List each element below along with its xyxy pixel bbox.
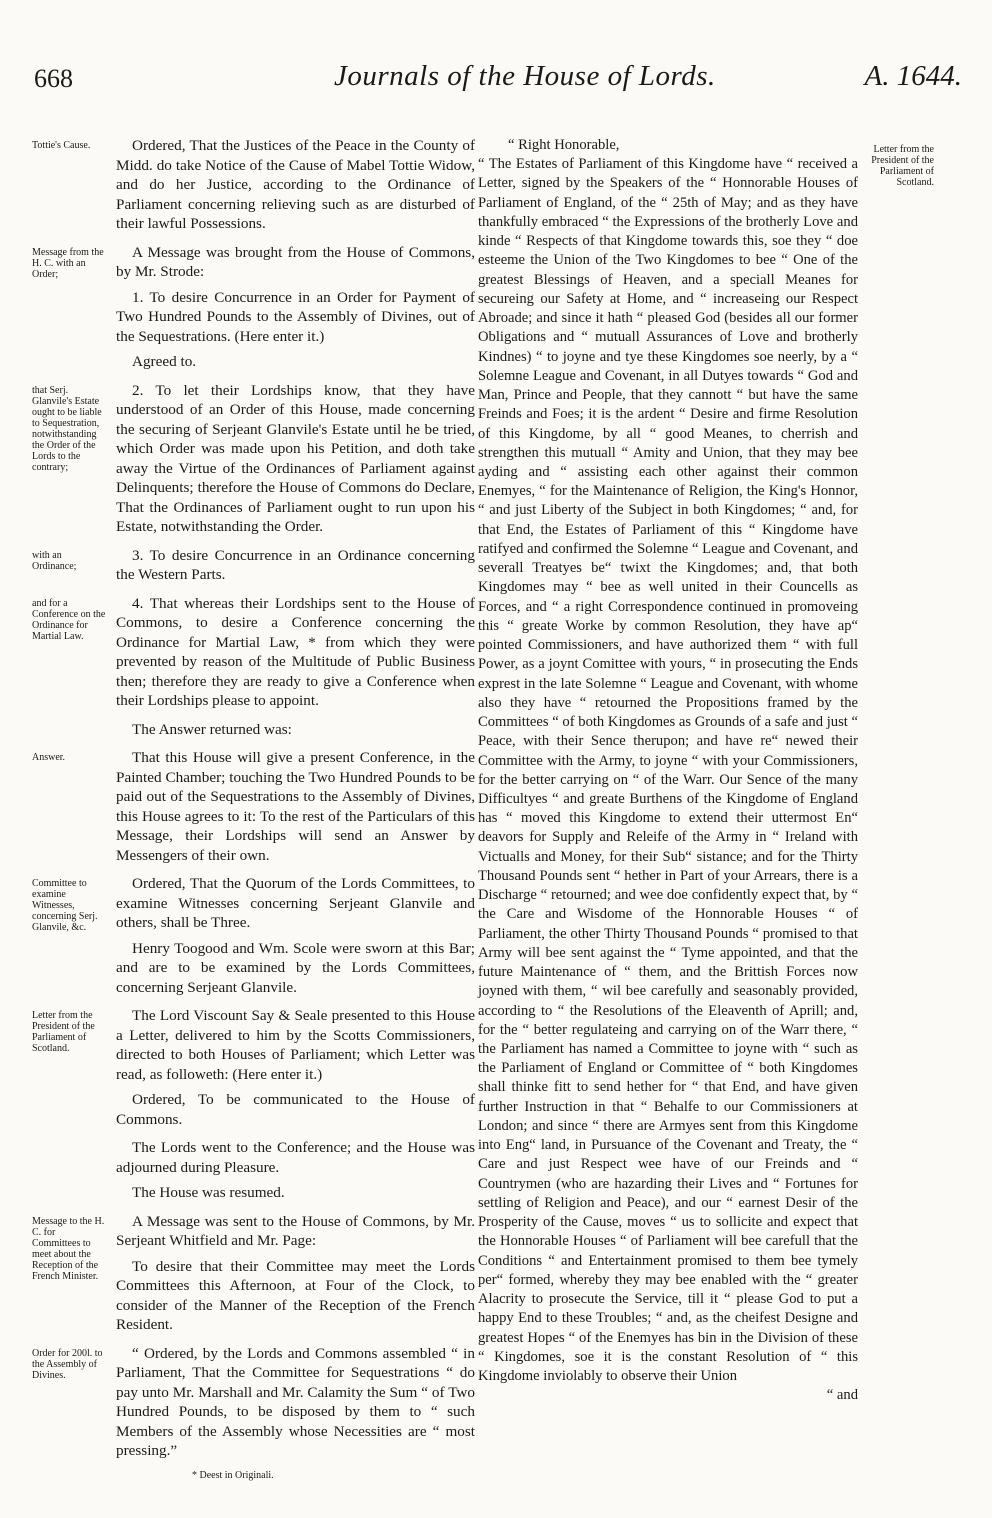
entry-paragraph: A Message was brought from the House of Commons, by Mr. Strode:: [116, 243, 475, 280]
entry-paragraph: The Lords went to the Conference; and the House was adjourned during Pleasure.: [116, 1139, 475, 1176]
entry-text: [116, 748, 475, 865]
entry-paragraph: Ordered, To be communicated to the House of Commons.: [116, 1091, 475, 1128]
journal-entry: [32, 1138, 477, 1203]
entry-paragraph: “ Ordered, by the Lords and Commons assembled “ in Parliament, That the Committee for Sequestrations “ do pay unto Mr. Marshall and Mr. Calamity the Sum “ of Two Hundred Pounds, to be disposed by them to “ such Members of the Assembly whose Necessities are “ most pressing.”: [116, 1344, 475, 1459]
entry-paragraph: Ordered, That the Quorum of the Lords Committees, to examine Witnesses concerning Serjeant Glanvile and others, shall be Three.: [116, 875, 475, 931]
letter-body: “ The Estates of Parliament of this Kingdome have “ received a Letter, signed by the Speakers of the “ Honnorable Houses of Parliament of England, of the “ 25th of May; and as they have thankfully embraced “ the Expressions of the brotherly Love and kinde “ Respects of that Kingdome towards this, soe they “ doe esteeme the Union of the Two Kingdomes to bee “ One of the greatest Blessings of Heaven, and a speciall Meanes for secureing our Safety at Home, and “ increaseing our Respect Abroade; and since it hath “ pleased God (besides all our former Obligations and “ mutuall Assurances of Love and brotherly Kindnes) “ to joyne and tye these Kingdomes soe neerly, by a “ Solemne League and Covenant, in all Dutyes towards “ God and Man, Prince and People, that they cannott “ but have the same Freinds and Foes; it is the ardent “ Desire and firme Resolution of this Kingdome, by all “ good Meanes, to cherrish and strengthen this mutuall “ Amity and Union, that they may bee ayding and “ assisting each other against their common Enemyes, “ for the Maintenance of Religion, the King's Honnor, “ and just Liberty of the Subject in both Kingdomes; “ and, for that End, the Estates of Parliament of this “ Kingdome have ratifyed and confirmed the Solemne “ League and Covenant, and severall Treatyes be“ twixt the Kingdomes; and, that both Kingdomes may “ bee as well united in their Councells as Forces, and “ a right Correspondence continued in promoveing this “ greate Worke by common Resolution, they have ap“ pointed Commissioners, and have authorized them “ with full Power, as a joynt Comittee with yours, “ in prosecuting the Ends exprest in the late Solemne “ League and Covenant, with whome also they have “ retourned the Propositions framed by the Committees “ of both Kingdomes as Grounds of a safe and just “ Peace, with their Sence therupon; and have re“ newed their Committee with the Army, to joyne “ with your Commissioners, for the better carrying on “ of the Warr. Our Sence of the many Difficultyes “ and greate Burthens of the Kingdome of England has “ moved this Kingdome to extend their uttermost En“ deavors for Supply and Releife of the Army in “ Ireland with Victualls and Money, for their Sub“ sistance; and for the Thirty Thousand Pounds sent “ hether in Part of your Arrears, there is a Discharge “ retourned; and wee doe confidently expect that, by “ the Care and Wisdome of the Honnorable Houses “ of Parliament, the other Thirty Thousand Pounds “ promised to that Army will bee sent against the “ Tyme appointed, and that the future Maintenance of “ them, and the Brittish Forces now joyned with them, “ wil bee carefully and seasonably provided, according to “ the Resolutions of the Eleaventh of Aprill; and, for the “ better regulateing and carrying on of the Warr there, “ the Parliament has named a Committee to joyne with “ such as the Parliament of England or Committee of “ both Kingdomes shall thinke fitt to send hether for “ that End, and have given further Instruction in that “ Behalfe to our Commissioners at London; and since “ there are Armyes sent from this Kingdome into Eng“ land, in Pursuance of the Covenant and Treaty, the “ Care and just Respect wee have of our Freinds and “ Countrymen (who are hazarding their Lives and “ Fortunes for settling of Religion and Peace), and our “ earnest Desir of the Prosperity of the Cause, moves “ us to sollicite and expect that the Honnorable Houses “ of Parliament will bee carefull that the Conditions “ and Entertainment promised to them bee tymely per“ formed, whereby they may bee enabled with the “ greater Alacrity to prosecute the Service, till it “ please God to put a happy End to these Troubles; “ and, as the cheifest Designe and greatest Hopes “ of the Enemyes has bin in the Division of these “ Kingdomes, soe it is the constant Resolution of “ this Kingdome inviolably to observe their Union: [478, 156, 858, 1384]
entry-paragraph: The House was resumed.: [132, 1184, 285, 1201]
entry-text: [116, 1006, 475, 1129]
entry-text: [116, 874, 475, 997]
journal-entry: [32, 1212, 477, 1335]
entry-paragraph: The Lord Viscount Say & Seale presented to this House a Letter, delivered to him by the Scotts Commissioners, directed to both Houses of Parliament; which Letter was read, as followeth: (Here enter it.): [116, 1007, 475, 1083]
entry-paragraph: To desire that their Committee may meet the Lords Committees this Afternoon, at Four of the Clock, to consider of the Manner of the Reception of the French Resident.: [116, 1257, 475, 1333]
entry-text: [116, 720, 475, 740]
entry-text: [116, 381, 475, 537]
entry-paragraph: 1. To desire Concurrence in an Order for Payment of Two Hundred Pounds to the Assembly of Divines, out of the Sequestrations. (Here enter it.): [116, 288, 475, 345]
journal-entry: [32, 748, 477, 865]
entry-text: [116, 1138, 475, 1203]
left-column: [32, 136, 477, 1481]
margin-note: and for a Conference on the Ordinance for Martial Law.: [32, 597, 106, 642]
scotland-letter: [478, 136, 858, 1405]
margin-note: Message from the H. C. with an Order;: [32, 246, 104, 280]
catchword: “ and: [826, 1387, 858, 1404]
entry-paragraph: The Answer returned was:: [132, 720, 292, 738]
entry-text: [116, 1344, 475, 1461]
journal-entry: [32, 381, 477, 537]
entry-paragraph: Ordered, That the Justices of the Peace in the County of Midd. do take Notice of the Cause of Mabel Tottie Widow, and do her Justice, according to the Ordinance of Parliament concerning relieving such as are disturbed of their lawful Possessions.: [116, 137, 475, 232]
entry-paragraph: That this House will give a present Conference, in the Painted Chamber; touching the Two Hundred Pounds to be paid out of the Sequestrations to the Assembly of Divines, this House agrees to it: To the rest of the Particulars of this Message, their Lordships will send an Answer by Messengers of their own.: [116, 749, 475, 864]
entry-paragraph: A Message was sent to the House of Commons, by Mr. Serjeant Whitfield and Mr. Page:: [116, 1212, 475, 1249]
margin-note: Order for 200l. to the Assembly of Divines.: [32, 1347, 103, 1381]
margin-note: Committee to examine Witnesses, concerning Serj. Glanvile, &c.: [32, 878, 98, 933]
journal-entry: [32, 720, 477, 740]
entry-paragraph: 2. To let their Lordships know, that they have understood of an Order of this House, made concerning the securing of Serjeant Glanvile's Estate until he be tried, which Order was made upon his Petition, and doth take away the Virtue of the Ordinances of Parliament against Delinquents; therefore the House of Commons do Declare, That the Ordinances of Parliament ought to run upon his Estate, notwithstanding the Order.: [116, 381, 475, 535]
entry-text: [116, 594, 475, 711]
margin-note: Letter from the President of the Parliament of Scotland.: [871, 144, 934, 188]
entry-text: [116, 136, 475, 234]
journal-title: Journals of the House of Lords.: [334, 60, 716, 92]
letter-salutation: “ Right Honorable,: [508, 137, 620, 153]
journal-entry: [32, 594, 477, 711]
journal-entry: [32, 243, 477, 372]
journal-entry: [32, 874, 477, 997]
entry-paragraph: 4. That whereas their Lordships sent to the House of Commons, to desire a Conference concerning the Ordinance for Martial Law, * from which they were prevented by reason of the Multitude of Public Business then; therefore they are ready to give a Conference when their Lordships please to appoint.: [116, 594, 475, 709]
entry-text: [116, 546, 475, 585]
year-label: A. 1644.: [864, 60, 962, 92]
footnote: * Deest in Originali.: [192, 1469, 274, 1481]
margin-note: Answer.: [32, 752, 66, 763]
entry-text: [116, 243, 475, 372]
entry-text: [116, 1212, 475, 1335]
entry-paragraph: 3. To desire Concurrence in an Ordinance concerning the Western Parts.: [116, 546, 475, 583]
entry-paragraph: Henry Toogood and Wm. Scole were sworn at this Bar; and are to be examined by the Lords Committees, concerning Serjeant Glanvile.: [116, 939, 475, 996]
margin-note: that Serj. Glanvile's Estate ought to be liable to Sequestration, notwithstanding the Order of the Lords to the contrary;: [32, 384, 102, 473]
margin-note: Tottie's Cause.: [32, 140, 91, 151]
journal-entry: [32, 1006, 477, 1129]
page-number: 668: [34, 64, 73, 93]
margin-note: Message to the H. C. for Committees to meet about the Reception of the French Minister.: [32, 1215, 105, 1282]
right-column: [478, 136, 974, 1405]
page-header: [34, 60, 962, 100]
entry-paragraph: Agreed to.: [132, 353, 197, 370]
journal-entry: [32, 546, 477, 585]
journal-entry: [32, 136, 477, 234]
journal-entry: [32, 1344, 477, 1461]
margin-note: Letter from the President of the Parliament of Scotland.: [32, 1010, 95, 1054]
margin-note: with an Ordinance;: [32, 549, 77, 572]
